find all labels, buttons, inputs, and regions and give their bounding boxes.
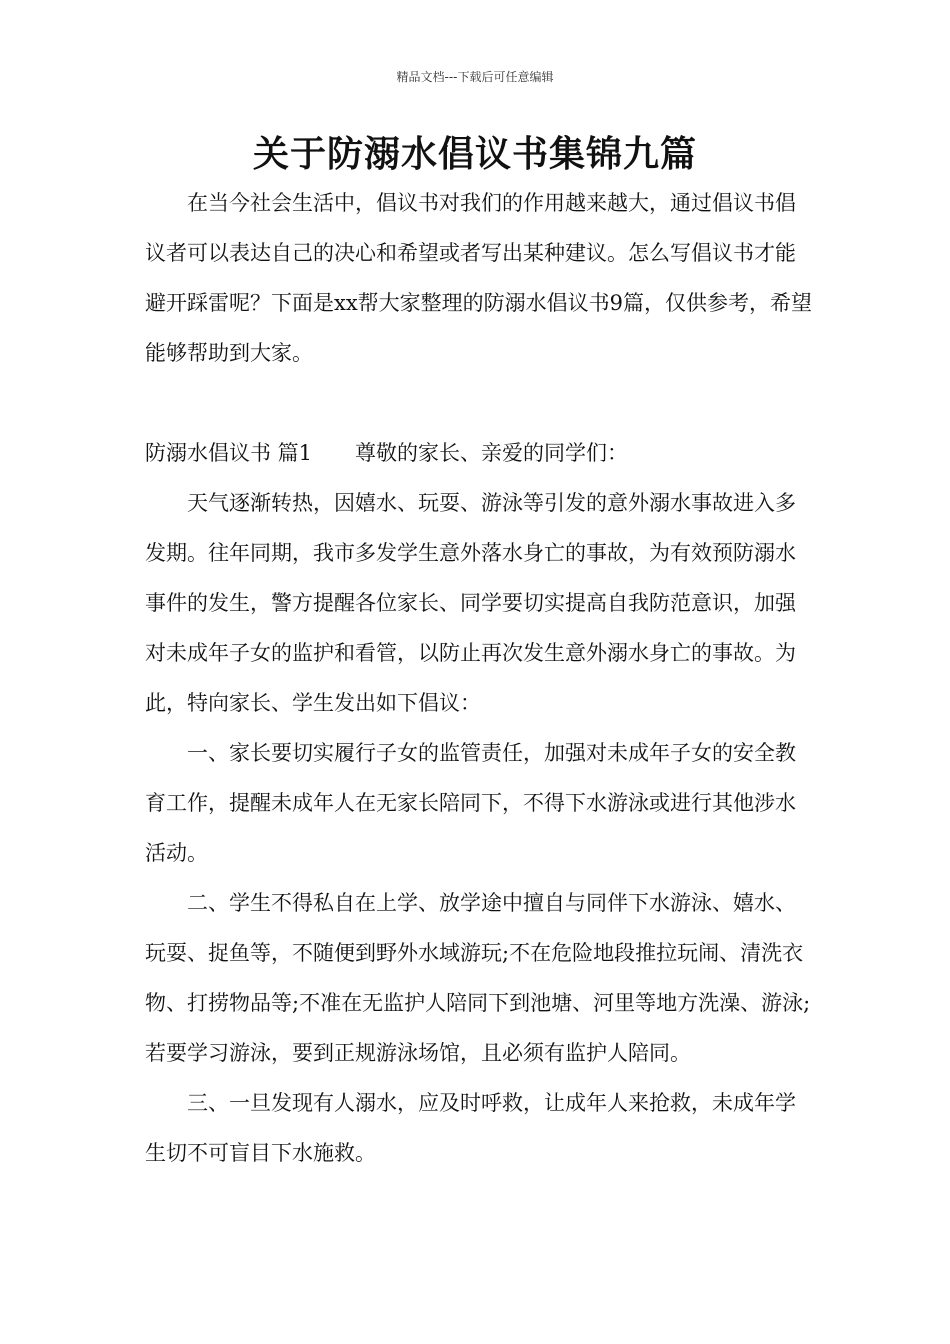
spacer <box>145 378 815 428</box>
page-header: 精品文档---下载后可任意编辑 <box>396 70 554 84</box>
intro-paragraph: 在当今社会生活中，倡议书对我们的作用越来越大，通过倡议书倡议者可以表达自己的决心和希望或者写出某种建议。怎么写倡议书才能避开踩雷呢？下面是xx帮大家整理的防溺水倡议书9篇，仅供参考，希望能够帮助到大家。 <box>145 191 813 365</box>
body-paragraph: 一、家长要切实履行子女的监管责任，加强对未成年子女的安全教育工作，提醒未成年人在无家长陪同下，不得下水游泳或进行其他涉水活动。 <box>145 741 796 865</box>
body-paragraph: 三、一旦发现有人溺水，应及时呼救，让成年人来抢救，未成年学生切不可盲目下水施救。 <box>145 1091 796 1165</box>
document-body <box>145 178 815 1178</box>
section-heading: 防溺水倡议书 篇1 <box>145 441 313 465</box>
body-paragraph: 二、学生不得私自在上学、放学途中擅自与同伴下水游泳、嬉水、玩耍、捉鱼等，不随便到野外水域游玩;不在危险地段推拉玩闹、清洗衣物、打捞物品等;不准在无监护人陪同下到池塘、河里等地方洗澡、游泳;若要学习游泳，要到正规游泳场馆，且必须有监护人陪同。 <box>145 891 811 1065</box>
body-paragraph: 天气逐渐转热，因嬉水、玩耍、游泳等引发的意外溺水事故进入多发期。往年同期，我市多发学生意外落水身亡的事故，为有效预防溺水事件的发生，警方提醒各位家长、同学要切实提高自我防范意识，加强对未成年子女的监护和看管，以防止再次发生意外溺水身亡的事故。为此，特向家长、学生发出如下倡议： <box>145 491 796 715</box>
document-title: 关于防溺水倡议书集锦九篇 <box>252 134 697 175</box>
section-heading-line <box>145 428 815 478</box>
salutation: 尊敬的家长、亲爱的同学们： <box>355 441 628 465</box>
